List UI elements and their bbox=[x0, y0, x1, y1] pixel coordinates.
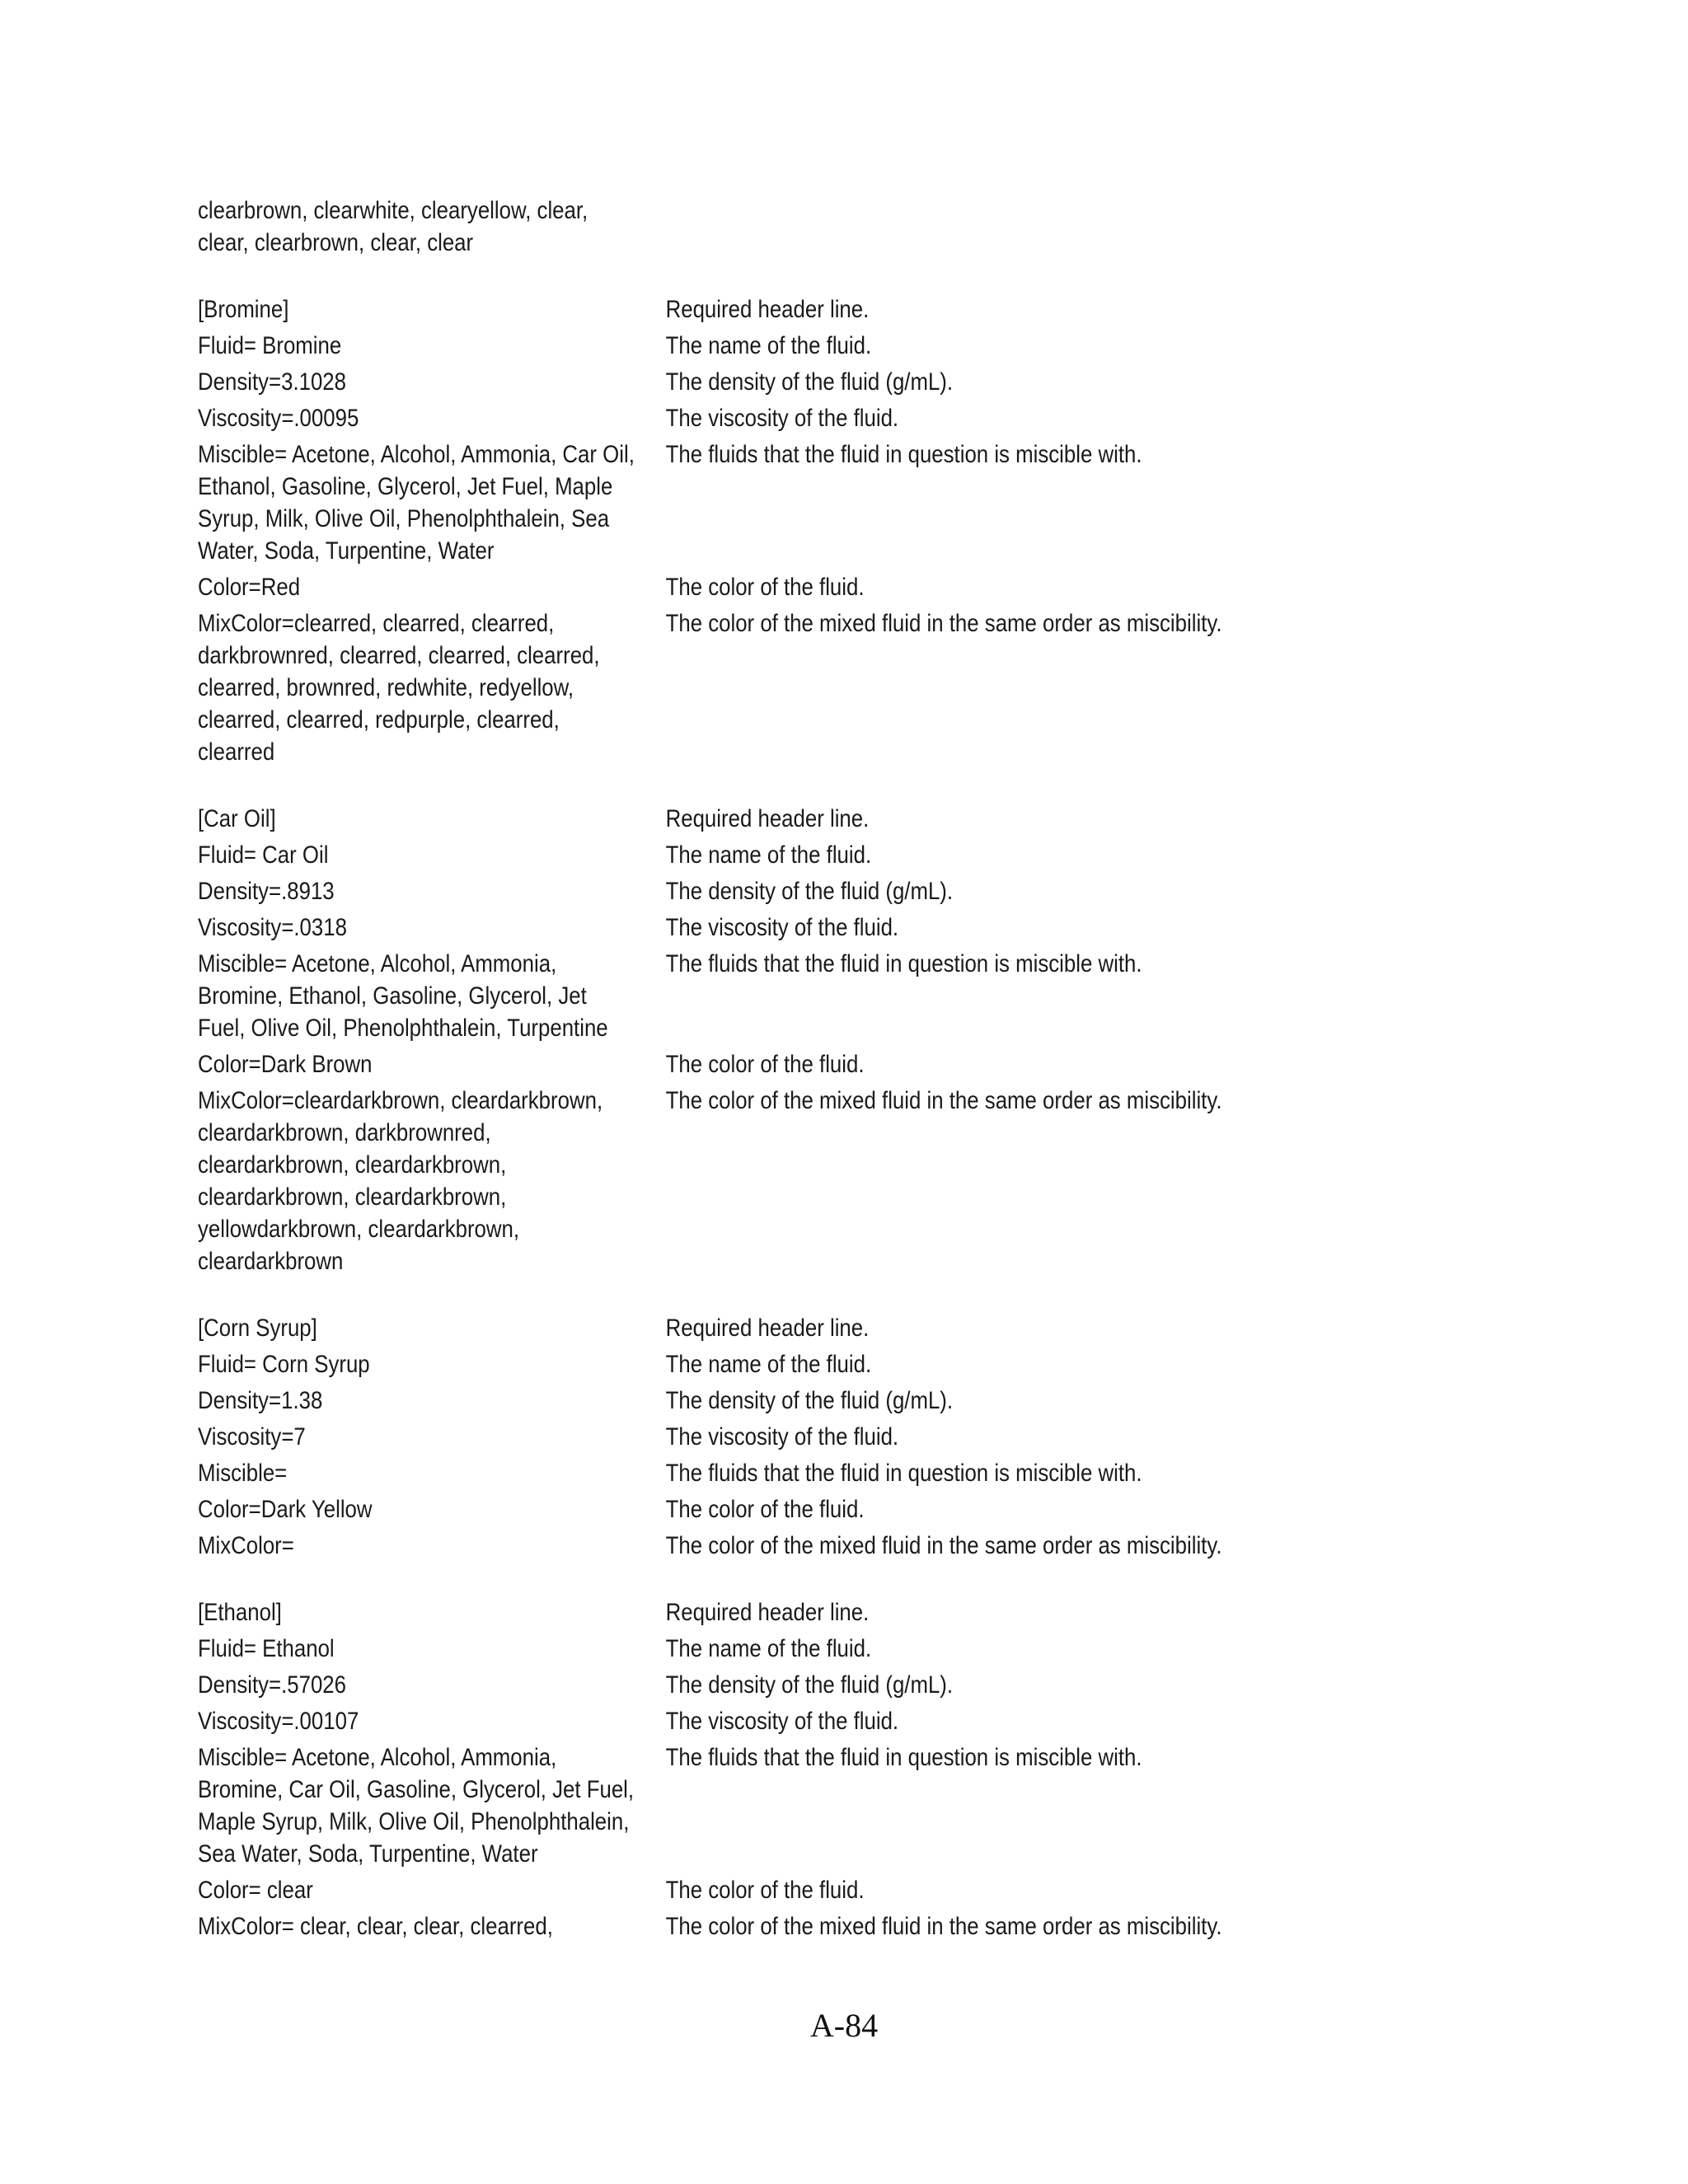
property-value bbox=[198, 293, 666, 326]
property-description: The fluids that the fluid in question is miscible with. bbox=[665, 1744, 1142, 1771]
property-description: The name of the fluid. bbox=[665, 1635, 872, 1662]
property-row bbox=[198, 1633, 1360, 1665]
property-value bbox=[198, 912, 666, 944]
property-description: Required header line. bbox=[665, 1315, 870, 1342]
property-value-line: Density=1.38 bbox=[198, 1387, 323, 1414]
property-value-line: Miscible= bbox=[198, 1460, 288, 1487]
property-value bbox=[198, 438, 666, 567]
property-value-line: Miscible= Acetone, Alcohol, Ammonia, bbox=[198, 950, 557, 977]
property-value bbox=[198, 875, 666, 907]
property-value bbox=[198, 1385, 666, 1417]
property-value-line: darkbrownred, clearred, clearred, clearred, bbox=[198, 642, 600, 669]
property-row bbox=[198, 1705, 1360, 1737]
property-row bbox=[198, 293, 1360, 326]
property-row bbox=[198, 1741, 1360, 1870]
property-value bbox=[198, 839, 666, 871]
property-row bbox=[198, 875, 1360, 907]
property-description: The fluids that the fluid in question is miscible with. bbox=[665, 950, 1142, 977]
property-row bbox=[198, 1048, 1360, 1080]
property-value-line: Viscosity=7 bbox=[198, 1423, 306, 1451]
property-description: The color of the mixed fluid in the same order as miscibility. bbox=[665, 1087, 1222, 1114]
property-value-line: Bromine, Car Oil, Gasoline, Glycerol, Jet Fuel, bbox=[198, 1776, 635, 1803]
property-value-line: cleardarkbrown, cleardarkbrown, bbox=[198, 1151, 507, 1179]
property-description: The density of the fluid (g/mL). bbox=[665, 1671, 954, 1699]
property-row bbox=[198, 330, 1360, 362]
property-value bbox=[198, 1874, 666, 1906]
property-value-line: Density=.57026 bbox=[198, 1671, 347, 1699]
property-row bbox=[198, 1085, 1360, 1277]
property-row bbox=[198, 1421, 1360, 1453]
property-description: Required header line. bbox=[665, 1599, 870, 1626]
property-description: The color of the fluid. bbox=[665, 1496, 865, 1523]
property-value-line: Sea Water, Soda, Turpentine, Water bbox=[198, 1840, 538, 1868]
property-description: The fluids that the fluid in question is miscible with. bbox=[665, 441, 1142, 468]
property-value-line: clearred, brownred, redwhite, redyellow, bbox=[198, 674, 574, 701]
property-value-line: Color=Dark Brown bbox=[198, 1051, 373, 1078]
property-description: The viscosity of the fluid. bbox=[665, 1708, 899, 1735]
property-value-line: [Ethanol] bbox=[198, 1599, 282, 1626]
property-value bbox=[198, 948, 666, 1044]
property-row bbox=[198, 1348, 1360, 1380]
fluid-section bbox=[198, 803, 1360, 1277]
property-value-line: Fuel, Olive Oil, Phenolphthalein, Turpentine bbox=[198, 1015, 608, 1042]
property-value bbox=[198, 1457, 666, 1489]
continuation-line: clearbrown, clearwhite, clearyellow, clear, bbox=[198, 197, 588, 224]
property-value-line: Viscosity=.00107 bbox=[198, 1708, 359, 1735]
property-value-line: MixColor= clear, clear, clear, clearred, bbox=[198, 1913, 553, 1940]
property-value bbox=[198, 803, 666, 835]
property-value-line: cleardarkbrown, cleardarkbrown, bbox=[198, 1183, 507, 1211]
property-value-line: Fluid= Bromine bbox=[198, 332, 342, 359]
property-value-line: MixColor=cleardarkbrown, cleardarkbrown, bbox=[198, 1087, 603, 1114]
property-value-line: cleardarkbrown bbox=[198, 1248, 344, 1275]
property-value bbox=[198, 330, 666, 362]
property-description: The color of the mixed fluid in the same order as miscibility. bbox=[665, 1913, 1222, 1940]
property-value-line: Fluid= Corn Syrup bbox=[198, 1351, 370, 1378]
property-value bbox=[198, 1530, 666, 1562]
property-row bbox=[198, 1457, 1360, 1489]
property-description: The color of the mixed fluid in the same order as miscibility. bbox=[665, 1532, 1222, 1559]
property-row bbox=[198, 1910, 1360, 1943]
property-value bbox=[198, 571, 666, 603]
property-description: The viscosity of the fluid. bbox=[665, 405, 899, 432]
property-value-line: [Car Oil] bbox=[198, 805, 276, 832]
property-description: The name of the fluid. bbox=[665, 1351, 872, 1378]
continuation-line: clear, clearbrown, clear, clear bbox=[198, 229, 474, 256]
property-row bbox=[198, 948, 1360, 1044]
fluid-section bbox=[198, 293, 1360, 768]
property-row bbox=[198, 1493, 1360, 1526]
property-description: The density of the fluid (g/mL). bbox=[665, 878, 954, 905]
property-value-line: Miscible= Acetone, Alcohol, Ammonia, Car Oil, bbox=[198, 441, 635, 468]
property-value bbox=[198, 1910, 666, 1943]
property-value-line: Bromine, Ethanol, Gasoline, Glycerol, Jet bbox=[198, 982, 587, 1010]
property-value bbox=[198, 1741, 666, 1870]
property-description: The color of the fluid. bbox=[665, 1051, 865, 1078]
property-value-line: cleardarkbrown, darkbrownred, bbox=[198, 1119, 491, 1146]
continuation-block bbox=[198, 194, 1360, 259]
property-description: The color of the fluid. bbox=[665, 1877, 865, 1904]
property-value-line: Syrup, Milk, Olive Oil, Phenolphthalein, Sea bbox=[198, 505, 610, 532]
property-value-line: Fluid= Car Oil bbox=[198, 841, 329, 869]
property-value bbox=[198, 1493, 666, 1526]
property-value-line: MixColor=clearred, clearred, clearred, bbox=[198, 610, 555, 637]
property-value-line: [Bromine] bbox=[198, 296, 289, 323]
property-description: Required header line. bbox=[665, 805, 870, 832]
property-value-line: Density=3.1028 bbox=[198, 368, 347, 396]
property-value-line: Maple Syrup, Milk, Olive Oil, Phenolphthalein, bbox=[198, 1808, 630, 1835]
property-row bbox=[198, 912, 1360, 944]
property-value-line: Color=Red bbox=[198, 574, 301, 601]
property-value bbox=[198, 1348, 666, 1380]
property-description: The density of the fluid (g/mL). bbox=[665, 1387, 954, 1414]
property-value-line: [Corn Syrup] bbox=[198, 1315, 317, 1342]
property-row bbox=[198, 366, 1360, 398]
property-row bbox=[198, 1596, 1360, 1629]
property-description: The density of the fluid (g/mL). bbox=[665, 368, 954, 396]
property-value bbox=[198, 366, 666, 398]
property-value bbox=[198, 1633, 666, 1665]
fluid-sections bbox=[198, 293, 1360, 1943]
property-row bbox=[198, 1385, 1360, 1417]
property-row bbox=[198, 1874, 1360, 1906]
property-value-line: Color= clear bbox=[198, 1877, 313, 1904]
property-description: The fluids that the fluid in question is miscible with. bbox=[665, 1460, 1142, 1487]
property-row bbox=[198, 571, 1360, 603]
property-description: The name of the fluid. bbox=[665, 332, 872, 359]
property-value bbox=[198, 1705, 666, 1737]
property-value bbox=[198, 1421, 666, 1453]
property-row bbox=[198, 402, 1360, 434]
property-value-line: yellowdarkbrown, cleardarkbrown, bbox=[198, 1216, 520, 1243]
page-content bbox=[198, 194, 1360, 1947]
fluid-section bbox=[198, 1312, 1360, 1562]
property-value bbox=[198, 1048, 666, 1080]
property-value bbox=[198, 1596, 666, 1629]
page-number: A-84 bbox=[809, 2007, 879, 2044]
property-row bbox=[198, 1669, 1360, 1701]
property-value bbox=[198, 1312, 666, 1344]
property-value bbox=[198, 1669, 666, 1701]
property-value-line: Viscosity=.00095 bbox=[198, 405, 359, 432]
property-description: The color of the fluid. bbox=[665, 574, 865, 601]
property-value-line: Viscosity=.0318 bbox=[198, 914, 347, 941]
property-description: The viscosity of the fluid. bbox=[665, 1423, 899, 1451]
property-value bbox=[198, 607, 666, 768]
property-value-line: Water, Soda, Turpentine, Water bbox=[198, 537, 495, 565]
property-row bbox=[198, 607, 1360, 768]
property-value-line: MixColor= bbox=[198, 1532, 294, 1559]
property-row bbox=[198, 1530, 1360, 1562]
property-description: The viscosity of the fluid. bbox=[665, 914, 899, 941]
property-value-line: Density=.8913 bbox=[198, 878, 335, 905]
property-row bbox=[198, 438, 1360, 567]
property-value bbox=[198, 402, 666, 434]
property-value-line: Miscible= Acetone, Alcohol, Ammonia, bbox=[198, 1744, 557, 1771]
property-row bbox=[198, 803, 1360, 835]
property-row bbox=[198, 839, 1360, 871]
property-description: The color of the mixed fluid in the same order as miscibility. bbox=[665, 610, 1222, 637]
property-value bbox=[198, 1085, 666, 1277]
property-value-line: Ethanol, Gasoline, Glycerol, Jet Fuel, Maple bbox=[198, 473, 613, 500]
property-value-line: clearred bbox=[198, 738, 275, 766]
property-value-line: clearred, clearred, redpurple, clearred, bbox=[198, 706, 560, 733]
fluid-section bbox=[198, 1596, 1360, 1943]
property-row bbox=[198, 1312, 1360, 1344]
property-value-line: Fluid= Ethanol bbox=[198, 1635, 335, 1662]
property-description: The name of the fluid. bbox=[665, 841, 872, 869]
property-value-line: Color=Dark Yellow bbox=[198, 1496, 373, 1523]
property-description: Required header line. bbox=[665, 296, 870, 323]
